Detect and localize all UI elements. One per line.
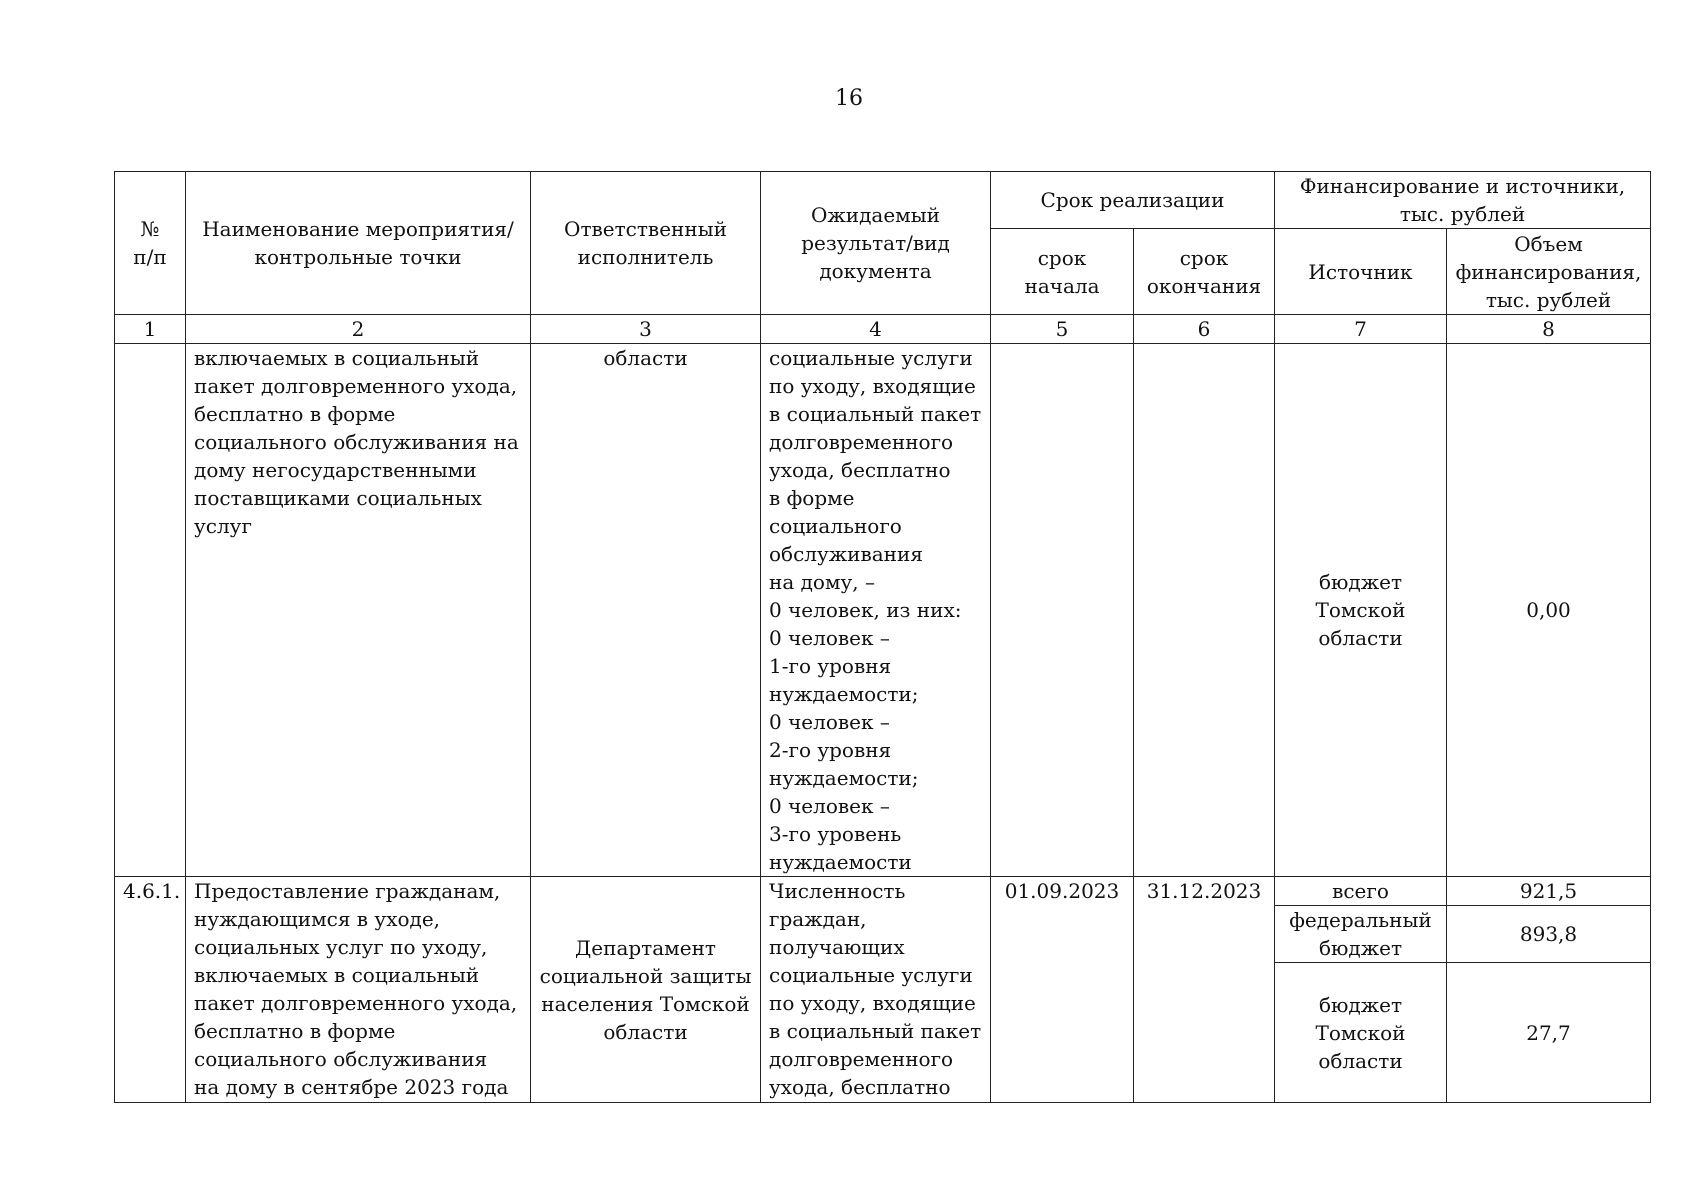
header-finance-group: Финансирование и источники, тыс. рублей [1275,172,1651,229]
column-number: 4 [761,315,991,344]
header-end: срок окончания [1134,229,1275,315]
header-executor: Ответственный исполнитель [531,172,761,315]
row-name: включаемых в социальный пакет долговременного ухода, бесплатно в форме социального обслуживания на дому негосударственными поставщиками социальных услуг [186,344,531,877]
row-amount: 921,5 [1447,877,1651,906]
row-source: бюджет Томской области [1275,344,1447,877]
column-number: 8 [1447,315,1651,344]
page-number: 16 [835,86,863,111]
column-number: 1 [115,315,186,344]
column-number: 7 [1275,315,1447,344]
header-source: Источник [1275,229,1447,315]
row-executor: Департамент социальной защиты населения Томской области [531,877,761,1103]
row-result: Численность граждан, получающих социальные услуги по уходу, входящие в социальный пакет долговременного ухода, бесплатно [761,877,991,1103]
row-end: 31.12.2023 [1134,877,1275,1103]
header-start: срок начала [991,229,1134,315]
row-source: всего [1275,877,1447,906]
column-number: 5 [991,315,1134,344]
column-number: 6 [1134,315,1275,344]
header-result: Ожидаемый результат/вид документа [761,172,991,315]
column-number-row [115,315,1651,344]
row-source: бюджет Томской области [1275,963,1447,1103]
row-result: социальные услуги по уходу, входящие в социальный пакет долговременного ухода, бесплатно в форме социального обслуживания на дому, – 0 человек, из них: 0 человек – 1-го уровня нуждаемости; 0 человек – 2-го уровня нуждаемости; 0 человек – 3-го уровень нуждаемости [761,344,991,877]
row-name: Предоставление гражданам, нуждающимся в уходе, социальных услуг по уходу, включаемых в социальный пакет долговременного ухода, бесплатно в форме социального обслуживания на дому в сентябре 2023 года [186,877,531,1103]
column-number: 2 [186,315,531,344]
table-row [115,344,1651,877]
header-period-group: Срок реализации [991,172,1275,229]
table-row [115,877,1651,906]
row-amount: 0,00 [1447,344,1651,877]
header-amount: Объем финансирования, тыс. рублей [1447,229,1651,315]
row-start: 01.09.2023 [991,877,1134,1103]
program-table [114,171,1651,1103]
row-end [1134,344,1275,877]
row-start [991,344,1134,877]
row-number: 4.6.1. [115,877,186,1103]
row-amount: 27,7 [1447,963,1651,1103]
column-number: 3 [531,315,761,344]
row-number [115,344,186,877]
row-executor: области [531,344,761,877]
row-amount: 893,8 [1447,906,1651,963]
header-name: Наименование мероприятия/ контрольные точки [186,172,531,315]
header-number: № п/п [115,172,186,315]
row-source: федеральный бюджет [1275,906,1447,963]
